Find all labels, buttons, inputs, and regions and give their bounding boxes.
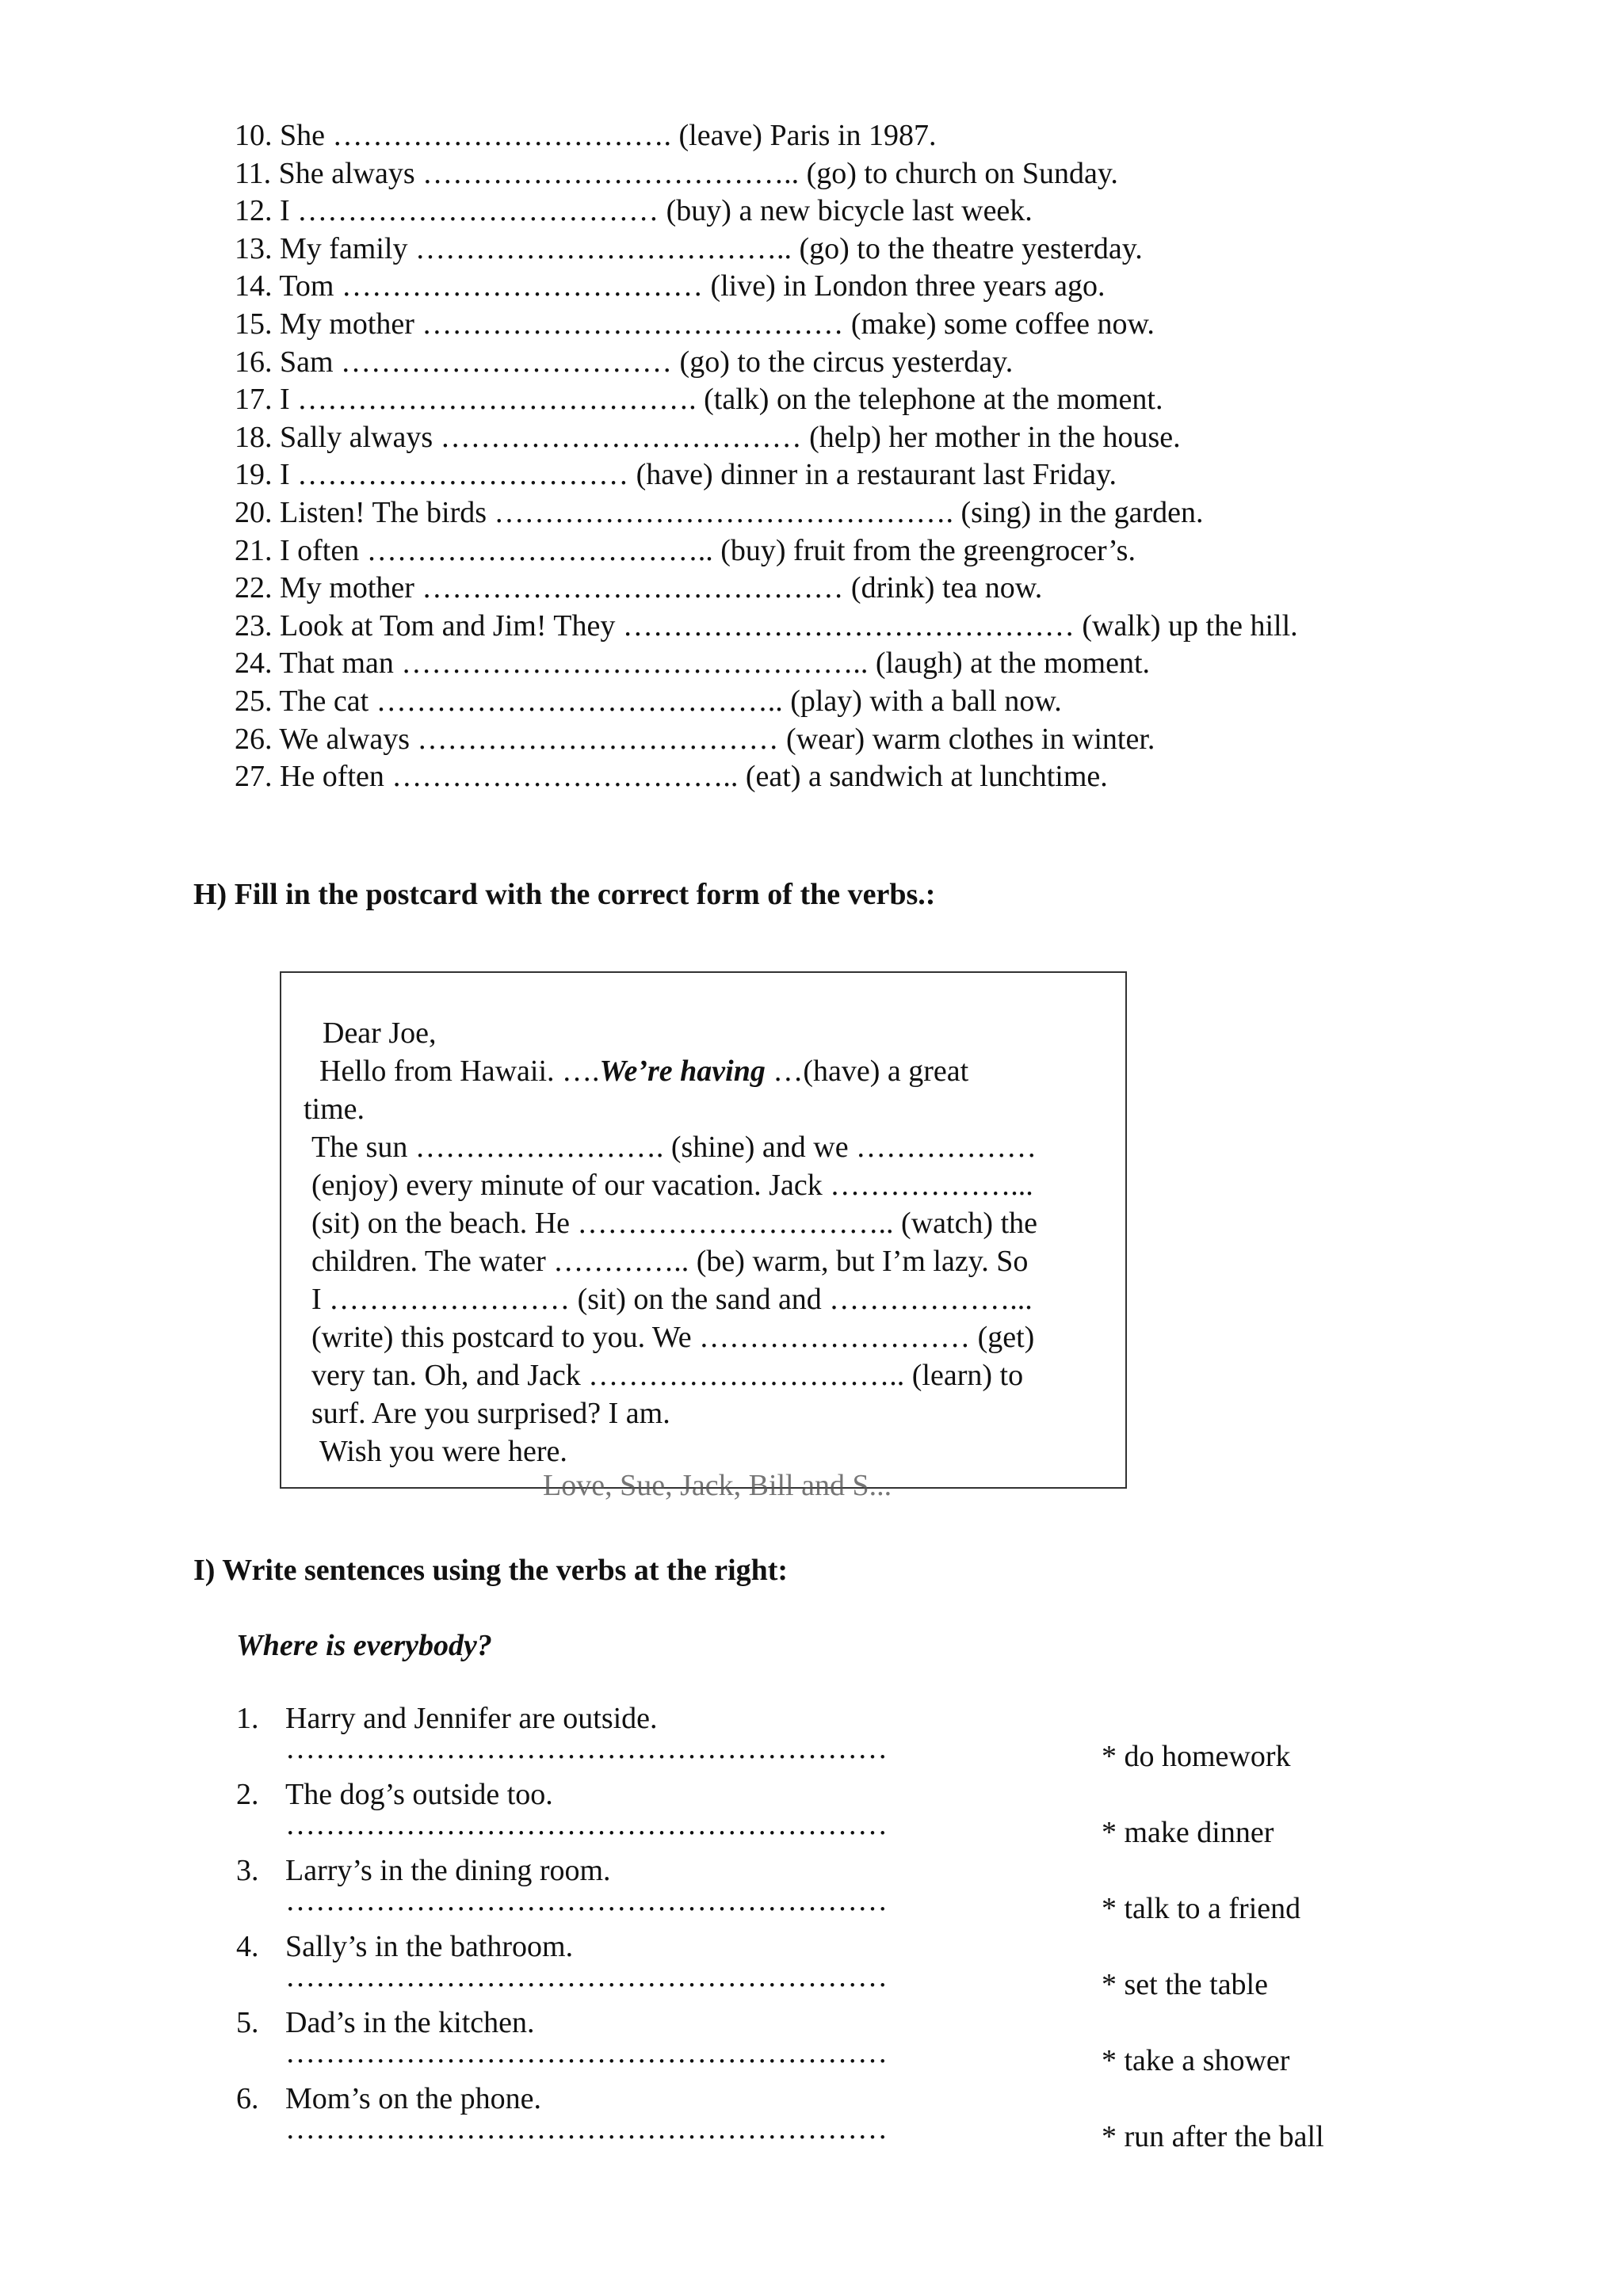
item-number: 23. bbox=[235, 608, 273, 643]
item-sentence: Mom’s on the phone. bbox=[285, 2082, 541, 2115]
exercise-item bbox=[235, 683, 1298, 721]
exercise-item bbox=[235, 419, 1298, 457]
item-number: 1. bbox=[236, 1702, 259, 1735]
item-number: 24. bbox=[235, 646, 273, 681]
item-text: Sam …………………………… (go) to the circus yesterday. bbox=[280, 345, 1014, 379]
postcard-line: surf. Are you surprised? I am. bbox=[311, 1397, 670, 1430]
exercise-item bbox=[235, 608, 1298, 646]
item-number: 11. bbox=[235, 156, 272, 190]
exercise-item bbox=[235, 645, 1298, 683]
postcard-line: time. bbox=[304, 1093, 365, 1126]
exercise-item bbox=[235, 570, 1298, 608]
item-number: 16. bbox=[235, 345, 273, 379]
item-sentence: Sally’s in the bathroom. bbox=[285, 1930, 574, 1963]
item-sentence: The dog’s outside too. bbox=[285, 1778, 553, 1811]
section-h-heading: H) Fill in the postcard with the correct form of the verbs.: bbox=[193, 878, 936, 911]
item-sentence: Dad’s in the kitchen. bbox=[285, 2006, 535, 2039]
item-number: 21. bbox=[235, 533, 273, 567]
item-number: 26. bbox=[235, 722, 273, 756]
item-text: I …………………………… (have) dinner in a restaurant last Friday. bbox=[280, 458, 1117, 492]
answer-line[interactable]: …………………………………………………… bbox=[285, 1884, 888, 1917]
item-text: Sally always ……………………………… (help) her mother in the house. bbox=[280, 420, 1181, 454]
item-number: 27. bbox=[235, 760, 273, 794]
exercise-item bbox=[235, 456, 1298, 494]
item-number: 17. bbox=[235, 383, 273, 417]
item-number: 12. bbox=[235, 194, 273, 228]
item-text: My family ……………………………….. (go) to the theatre yesterday. bbox=[280, 231, 1143, 265]
item-text: That man ……………………………………….. (laugh) at the moment. bbox=[279, 646, 1151, 681]
item-sentence: Harry and Jennifer are outside. bbox=[285, 1702, 658, 1735]
answer-line[interactable]: …………………………………………………… bbox=[285, 1808, 888, 1841]
item-text: I often …………………………….. (buy) fruit from the greengrocer’s. bbox=[280, 533, 1136, 567]
answer-line[interactable]: …………………………………………………… bbox=[285, 2112, 888, 2145]
item-number: 22. bbox=[235, 571, 273, 605]
item-text: Listen! The birds ………………………………………. (sing) in the garden. bbox=[280, 495, 1204, 529]
item-text: He often …………………………….. (eat) a sandwich at lunchtime. bbox=[280, 760, 1108, 794]
verb-options-list bbox=[1102, 1737, 1324, 2194]
item-number: 2. bbox=[236, 1778, 259, 1811]
postcard-cut-line bbox=[543, 1468, 939, 1502]
verb-option: * talk to a friend bbox=[1102, 1892, 1301, 1925]
postcard-line: I …………………… (sit) on the sand and ………………... bbox=[311, 1283, 1033, 1316]
postcard-box bbox=[280, 971, 1127, 1502]
item-number: 14. bbox=[235, 269, 273, 303]
exercise-item bbox=[235, 117, 1298, 155]
item-number: 4. bbox=[236, 1930, 259, 1963]
item-text: My mother …………………………………… (drink) tea now. bbox=[280, 571, 1043, 605]
section-i-subheading: Where is everybody? bbox=[236, 1629, 492, 1662]
item-number: 6. bbox=[236, 2082, 259, 2115]
postcard-example-answer: We’re having bbox=[599, 1055, 766, 1088]
item-number: 15. bbox=[235, 307, 273, 341]
verb-option: * take a shower bbox=[1102, 2044, 1290, 2077]
postcard-line: very tan. Oh, and Jack ………………………….. (learn) to bbox=[311, 1359, 1024, 1392]
exercise-item bbox=[235, 532, 1298, 570]
postcard-greeting: Dear Joe, bbox=[323, 1016, 437, 1050]
postcard-line: children. The water ………….. (be) warm, but I’m lazy. So bbox=[311, 1245, 1029, 1278]
item-number: 20. bbox=[235, 495, 273, 529]
postcard-text: Hello from Hawaii. …. bbox=[319, 1055, 600, 1088]
item-text: I ……………………………… (buy) a new bicycle last week. bbox=[280, 194, 1033, 228]
exercise-item bbox=[235, 381, 1298, 419]
exercise-item bbox=[235, 155, 1298, 193]
postcard-line: The sun ……………………. (shine) and we ……………… bbox=[311, 1131, 1037, 1164]
verb-option: * make dinner bbox=[1102, 1816, 1274, 1849]
verb-exercise-list bbox=[235, 117, 1298, 796]
answer-line[interactable]: …………………………………………………… bbox=[285, 2036, 888, 2069]
verb-option: * run after the ball bbox=[1102, 2120, 1324, 2153]
item-number: 18. bbox=[235, 420, 273, 454]
item-text: The cat ………………………………….. (play) with a ball now. bbox=[279, 684, 1062, 718]
item-number: 19. bbox=[235, 458, 273, 492]
exercise-item bbox=[235, 344, 1298, 382]
postcard-text: Love, Sue, Jack, Bill and S... bbox=[543, 1469, 892, 1502]
exercise-item bbox=[235, 306, 1298, 344]
exercise-item bbox=[235, 758, 1298, 796]
item-number: 5. bbox=[236, 2006, 259, 2039]
item-sentence: Larry’s in the dining room. bbox=[285, 1854, 611, 1887]
postcard-text: …(have) a great bbox=[765, 1055, 969, 1088]
exercise-item bbox=[235, 231, 1298, 269]
item-number: 13. bbox=[235, 231, 273, 265]
item-text: Tom ……………………………… (live) in London three years ago. bbox=[279, 269, 1106, 303]
postcard-line: (write) this postcard to you. We ……………………… (get) bbox=[311, 1321, 1035, 1354]
exercise-item bbox=[235, 721, 1298, 759]
verb-option: * set the table bbox=[1102, 1968, 1268, 2001]
item-text: My mother …………………………………… (make) some coffee now. bbox=[280, 307, 1155, 341]
postcard-line bbox=[319, 1054, 968, 1089]
verb-option: * do homework bbox=[1102, 1740, 1291, 1773]
exercise-item bbox=[235, 193, 1298, 231]
item-text: She ……………………………. (leave) Paris in 1987. bbox=[280, 119, 937, 152]
item-text: She always ……………………………….. (go) to church on Sunday. bbox=[278, 156, 1118, 190]
postcard-line: (sit) on the beach. He ………………………….. (watch) the bbox=[311, 1207, 1038, 1240]
item-number: 25. bbox=[235, 684, 273, 718]
item-text: I …………………………………. (talk) on the telephone at the moment. bbox=[280, 383, 1163, 417]
postcard-line: (enjoy) every minute of our vacation. Jack ………………... bbox=[311, 1169, 1033, 1202]
exercise-item bbox=[235, 494, 1298, 532]
item-number: 10. bbox=[235, 119, 273, 152]
item-text: We always ……………………………… (wear) warm clothes in winter. bbox=[279, 722, 1155, 756]
exercise-item bbox=[235, 268, 1298, 306]
item-number: 3. bbox=[236, 1854, 259, 1887]
answer-line[interactable]: …………………………………………………… bbox=[285, 1960, 888, 1993]
postcard-line: Wish you were here. bbox=[319, 1435, 567, 1468]
section-i-heading: I) Write sentences using the verbs at the right: bbox=[193, 1554, 789, 1587]
answer-line[interactable]: …………………………………………………… bbox=[285, 1732, 888, 1765]
item-text: Look at Tom and Jim! They ……………………………………… (walk) up the hill. bbox=[280, 608, 1298, 643]
